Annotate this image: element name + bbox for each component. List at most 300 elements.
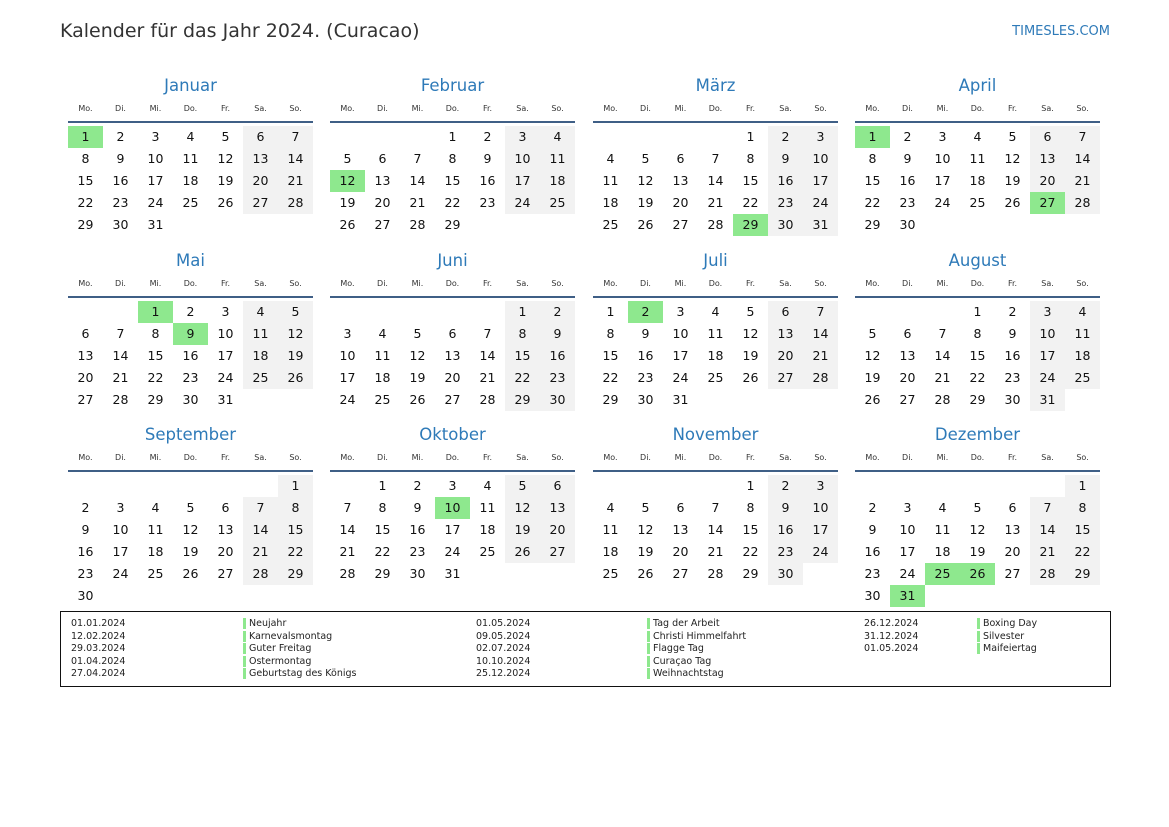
day-cell: 10 [803,148,838,170]
day-cell: 1 [505,301,540,323]
day-cell: 13 [77,348,94,363]
weekday-label: Do. [445,453,460,462]
day-cell: 2 [483,129,492,144]
month-name: März [695,76,736,95]
day-cell: 31 [803,214,838,236]
day-cell: 1 [606,304,615,319]
day-cell: 15 [864,173,881,188]
month-divider [593,121,838,123]
day-cell: 26 [637,566,654,581]
day-cell: 18 [243,345,278,367]
day-cell: 13 [1030,148,1065,170]
day-cell: 27 [243,192,278,214]
day-cell: 6 [540,475,575,497]
day-cell: 27 [672,217,689,232]
day-cell: 18 [147,544,164,559]
day-cell: 20 [77,370,94,385]
weekday-label: Mi. [936,104,949,113]
day-cell: 20 [899,370,916,385]
day-cell: 8 [151,326,160,341]
weekday-label: Sa. [254,453,267,462]
day-cell: 22 [742,195,759,210]
holiday-date: 09.05.2024 [476,630,531,642]
weekday-label: Mi. [149,104,162,113]
day-cell: 19 [182,544,199,559]
holiday-day-cell: 1 [68,126,103,148]
day-cell: 30 [182,392,199,407]
weekday-label: Fr. [482,453,493,462]
day-cell: 11 [243,323,278,345]
day-cell: 8 [746,500,755,515]
day-cell: 4 [938,500,947,515]
day-cell: 1 [378,478,387,493]
day-cell: 19 [864,370,881,385]
day-cell: 8 [81,151,90,166]
day-cell: 7 [711,151,720,166]
day-cell: 22 [505,367,540,389]
day-cell: 11 [182,151,199,166]
day-cell: 30 [864,588,881,603]
day-cell: 3 [938,129,947,144]
day-cell: 26 [864,392,881,407]
month-5 [68,251,313,421]
holiday-date: 02.07.2024 [476,643,531,654]
day-cell: 5 [746,304,755,319]
weekday-label: Do. [445,279,460,288]
day-cell: 11 [147,522,164,537]
day-cell: 20 [1004,544,1021,559]
day-cell: 3 [903,500,912,515]
day-cell: 1 [278,475,313,497]
day-cell: 8 [606,326,615,341]
holiday-name: Geburtstag des Königs [243,668,357,679]
month-name: Dezember [934,425,1021,444]
holiday-list [60,611,1111,687]
weekday-label: Fr. [482,104,493,113]
day-cell: 2 [903,129,912,144]
day-cell: 12 [182,522,199,537]
day-cell: 21 [112,370,129,385]
holiday-date: 01.04.2024 [71,655,126,667]
month-name: Januar [164,76,217,95]
day-cell: 30 [899,217,916,232]
brand-link[interactable]: TIMESLES.COM [1012,24,1110,39]
weekday-label: Di. [115,279,126,288]
day-cell: 10 [899,522,916,537]
weekday-label: Mo. [865,453,880,462]
day-cell: 15 [1065,519,1100,541]
day-cell: 3 [803,126,838,148]
day-cell: 28 [1065,192,1100,214]
weekday-label: Fr. [220,453,231,462]
day-cell: 25 [602,566,619,581]
weekday-label: Mi. [936,453,949,462]
day-cell: 7 [711,500,720,515]
day-cell: 16 [899,173,916,188]
day-cell: 26 [182,566,199,581]
weekday-label: Mo. [78,104,93,113]
day-cell: 22 [1065,541,1100,563]
day-cell: 31 [147,217,164,232]
day-cell: 10 [934,151,951,166]
day-cell: 26 [1004,195,1021,210]
day-cell: 6 [676,151,685,166]
day-cell: 17 [339,370,356,385]
day-cell: 5 [868,326,877,341]
weekday-label: So. [551,453,564,462]
holiday-date: 01.01.2024 [71,618,126,629]
weekday-label: Do. [445,104,460,113]
day-cell: 26 [409,392,426,407]
day-cell: 28 [934,392,951,407]
day-cell: 5 [641,500,650,515]
day-cell: 4 [483,478,492,493]
weekday-label: Mi. [411,453,424,462]
weekday-label: Fr. [220,104,231,113]
weekday-label: Fr. [745,104,756,113]
day-cell: 7 [343,500,352,515]
day-cell: 11 [969,151,986,166]
day-cell: 23 [182,370,199,385]
day-cell: 7 [938,326,947,341]
day-cell: 17 [934,173,951,188]
day-cell: 19 [969,544,986,559]
day-cell: 10 [505,148,540,170]
day-cell: 10 [217,326,234,341]
day-cell: 17 [147,173,164,188]
day-cell: 8 [448,151,457,166]
day-cell: 13 [672,173,689,188]
day-cell: 27 [768,367,803,389]
day-cell: 9 [540,323,575,345]
month-name: November [672,425,759,444]
holiday-day-cell: 10 [435,497,470,519]
day-cell: 24 [147,195,164,210]
day-cell: 11 [602,173,619,188]
day-cell: 3 [343,326,352,341]
month-7 [593,251,838,421]
day-cell: 1 [1065,475,1100,497]
weekday-label: Mo. [603,453,618,462]
day-cell: 28 [803,367,838,389]
day-cell: 19 [637,195,654,210]
month-divider [330,470,575,472]
day-cell: 23 [768,192,803,214]
day-cell: 6 [1008,500,1017,515]
day-cell: 22 [147,370,164,385]
weekday-label: Mo. [340,104,355,113]
day-cell: 17 [444,522,461,537]
day-cell: 21 [479,370,496,385]
day-cell: 9 [483,151,492,166]
day-cell: 1 [448,129,457,144]
day-cell: 24 [444,544,461,559]
day-cell: 13 [768,323,803,345]
day-cell: 22 [969,370,986,385]
day-cell: 11 [479,500,496,515]
day-cell: 17 [217,348,234,363]
holiday-date: 31.12.2024 [864,630,919,642]
weekday-label: Di. [902,104,913,113]
day-cell: 16 [409,522,426,537]
day-cell: 15 [969,348,986,363]
month-divider [68,121,313,123]
day-cell: 19 [217,173,234,188]
day-cell: 28 [707,217,724,232]
holiday-date: 27.04.2024 [71,668,126,679]
holiday-day-cell: 1 [855,126,890,148]
day-cell: 14 [479,348,496,363]
weekday-label: Fr. [1007,279,1018,288]
day-cell: 15 [742,522,759,537]
day-cell: 19 [409,370,426,385]
day-cell: 20 [672,195,689,210]
weekday-label: Sa. [1041,453,1054,462]
day-cell: 14 [243,519,278,541]
day-cell: 2 [768,126,803,148]
day-cell: 9 [116,151,125,166]
day-cell: 29 [444,217,461,232]
day-cell: 21 [1065,170,1100,192]
month-6 [330,251,575,421]
day-cell: 5 [641,151,650,166]
weekday-label: Sa. [779,279,792,288]
day-cell: 12 [637,173,654,188]
day-cell: 14 [707,522,724,537]
day-cell: 2 [868,500,877,515]
holiday-name: Guter Freitag [243,643,311,654]
day-cell: 14 [112,348,129,363]
day-cell: 4 [186,129,195,144]
day-cell: 29 [969,392,986,407]
day-cell: 13 [899,348,916,363]
day-cell: 26 [339,217,356,232]
day-cell: 12 [864,348,881,363]
day-cell: 5 [973,500,982,515]
day-cell: 18 [374,370,391,385]
day-cell: 30 [637,392,654,407]
holiday-name: Tag der Arbeit [647,618,720,629]
month-name: September [144,425,237,444]
day-cell: 9 [768,497,803,519]
month-1 [68,76,313,246]
weekday-label: Sa. [516,104,529,113]
weekday-label: Di. [640,453,651,462]
day-cell: 26 [217,195,234,210]
day-cell: 24 [339,392,356,407]
day-cell: 25 [1065,367,1100,389]
day-cell: 17 [803,170,838,192]
weekday-label: Mo. [603,104,618,113]
weekday-label: Mi. [674,279,687,288]
day-cell: 20 [1030,170,1065,192]
month-divider [855,121,1100,123]
day-cell: 25 [540,192,575,214]
weekday-label: Sa. [1041,104,1054,113]
day-cell: 22 [374,544,391,559]
day-cell: 25 [707,370,724,385]
day-cell: 3 [505,126,540,148]
weekday-label: Di. [377,279,388,288]
holiday-name: Neujahr [243,618,286,629]
day-cell: 30 [112,217,129,232]
day-cell: 21 [803,345,838,367]
holiday-name: Maifeiertag [977,643,1037,654]
holiday-day-cell: 26 [960,563,995,585]
day-cell: 5 [221,129,230,144]
holiday-name: Silvester [977,631,1024,642]
day-cell: 6 [243,126,278,148]
weekday-label: Mo. [78,453,93,462]
day-cell: 26 [742,370,759,385]
day-cell: 13 [540,497,575,519]
weekday-label: Sa. [254,279,267,288]
day-cell: 14 [707,173,724,188]
day-cell: 1 [746,478,755,493]
day-cell: 4 [540,126,575,148]
weekday-label: Di. [115,104,126,113]
day-cell: 20 [768,345,803,367]
day-cell: 22 [742,544,759,559]
weekday-label: Do. [970,104,985,113]
weekday-label: Di. [377,104,388,113]
weekday-label: Fr. [1007,453,1018,462]
day-cell: 23 [768,541,803,563]
day-cell: 15 [77,173,94,188]
day-cell: 11 [374,348,391,363]
day-cell: 19 [742,348,759,363]
day-cell: 8 [278,497,313,519]
day-cell: 2 [540,301,575,323]
weekday-label: So. [814,279,827,288]
day-cell: 20 [672,544,689,559]
month-name: Juli [703,251,728,270]
day-cell: 18 [602,195,619,210]
day-cell: 13 [1004,522,1021,537]
day-cell: 2 [413,478,422,493]
day-cell: 31 [672,392,689,407]
day-cell: 6 [676,500,685,515]
day-cell: 6 [903,326,912,341]
day-cell: 22 [602,370,619,385]
day-cell: 30 [768,214,803,236]
day-cell: 14 [409,173,426,188]
day-cell: 27 [1004,566,1021,581]
day-cell: 23 [540,367,575,389]
weekday-label: Mi. [674,453,687,462]
day-cell: 29 [602,392,619,407]
month-name: August [948,251,1007,270]
day-cell: 11 [1065,323,1100,345]
day-cell: 31 [444,566,461,581]
weekday-label: So. [551,279,564,288]
weekday-label: Do. [183,104,198,113]
holiday-name: Weihnachtstag [647,668,724,679]
holiday-date: 26.12.2024 [864,618,919,629]
holiday-name: Karnevalsmontag [243,631,332,642]
month-9 [68,425,313,603]
day-cell: 30 [409,566,426,581]
day-cell: 17 [1030,345,1065,367]
holiday-date: 01.05.2024 [476,618,531,629]
day-cell: 17 [505,170,540,192]
day-cell: 24 [505,192,540,214]
day-cell: 3 [151,129,160,144]
weekday-label: So. [1076,453,1089,462]
weekday-label: Do. [708,104,723,113]
day-cell: 4 [973,129,982,144]
day-cell: 26 [637,217,654,232]
day-cell: 9 [81,522,90,537]
day-cell: 12 [742,326,759,341]
weekday-label: Do. [183,453,198,462]
month-divider [330,121,575,123]
holiday-day-cell: 29 [733,214,768,236]
day-cell: 11 [540,148,575,170]
day-cell: 9 [903,151,912,166]
day-cell: 25 [479,544,496,559]
weekday-label: Sa. [516,279,529,288]
holiday-date: 01.05.2024 [864,643,919,654]
day-cell: 28 [707,566,724,581]
day-cell: 29 [278,563,313,585]
day-cell: 24 [112,566,129,581]
day-cell: 30 [1004,392,1021,407]
weekday-label: Mo. [865,104,880,113]
day-cell: 12 [278,323,313,345]
weekday-label: Mo. [865,279,880,288]
day-cell: 16 [768,519,803,541]
holiday-date: 25.12.2024 [476,668,531,679]
day-cell: 29 [864,217,881,232]
day-cell: 19 [278,345,313,367]
day-cell: 26 [278,367,313,389]
day-cell: 18 [540,170,575,192]
weekday-label: So. [814,104,827,113]
day-cell: 21 [934,370,951,385]
weekday-label: Mo. [340,453,355,462]
month-2 [330,76,575,246]
weekday-label: So. [551,104,564,113]
month-10 [330,425,575,595]
day-cell: 2 [1008,304,1017,319]
day-cell: 24 [899,566,916,581]
day-cell: 15 [505,345,540,367]
month-8 [855,251,1100,421]
weekday-label: Mi. [936,279,949,288]
day-cell: 3 [803,475,838,497]
day-cell: 25 [374,392,391,407]
month-4 [855,76,1100,246]
day-cell: 19 [1004,173,1021,188]
day-cell: 4 [151,500,160,515]
day-cell: 14 [934,348,951,363]
day-cell: 16 [864,544,881,559]
day-cell: 25 [182,195,199,210]
day-cell: 20 [540,519,575,541]
day-cell: 25 [602,217,619,232]
weekday-label: Fr. [220,279,231,288]
month-divider [593,470,838,472]
weekday-label: Di. [902,279,913,288]
holiday-day-cell: 31 [890,585,925,607]
weekday-label: Di. [115,453,126,462]
day-cell: 11 [707,326,724,341]
holiday-name: Flagge Tag [647,643,704,654]
day-cell: 10 [147,151,164,166]
day-cell: 9 [641,326,650,341]
day-cell: 24 [803,541,838,563]
